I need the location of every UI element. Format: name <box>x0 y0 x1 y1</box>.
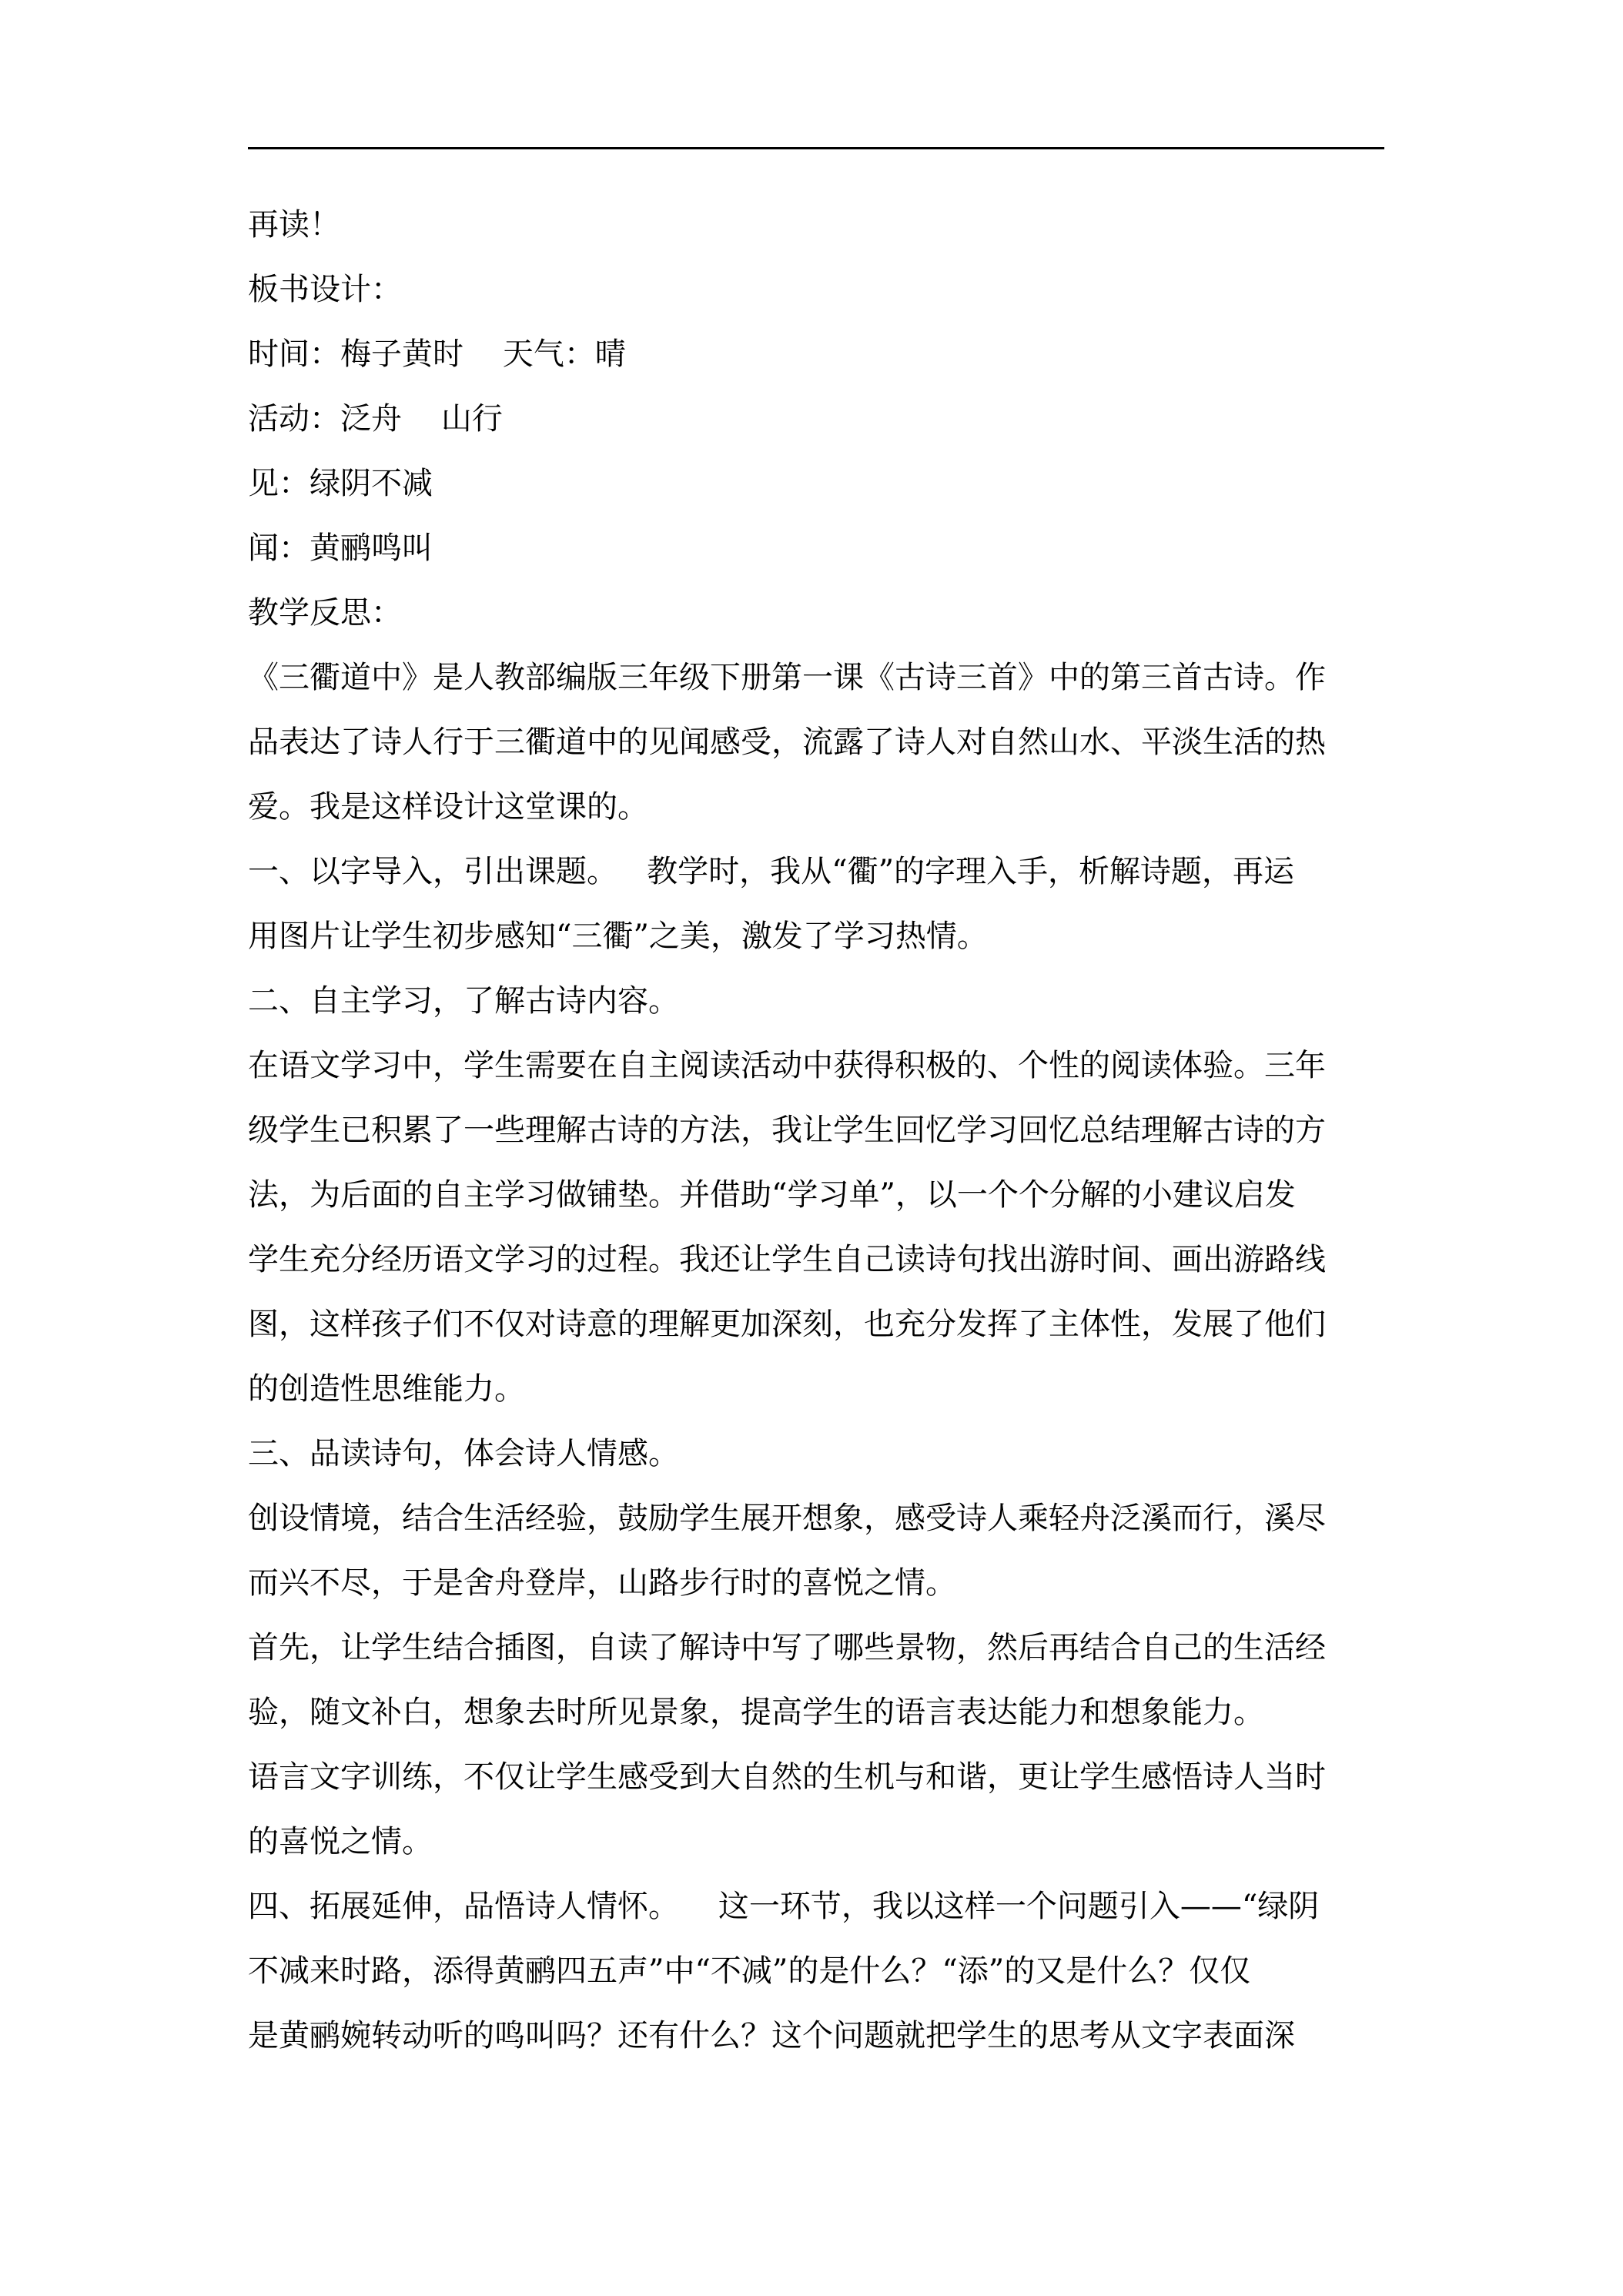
text-line: 品表达了诗人行于三衢道中的见闻感受，流露了诗人对自然山水、平淡生活的热 <box>248 725 1326 760</box>
text-line: 板书设计： <box>248 272 402 307</box>
text-line: 爱。我是这样设计这堂课的。 <box>248 789 648 825</box>
text-line: 的喜悦之情。 <box>248 1824 433 1859</box>
text-line: 学生充分经历语文学习的过程。我还让学生自己读诗句找出游时间、画出游路线 <box>248 1242 1326 1277</box>
text-line: 用图片让学生初步感知“三衢”之美，激发了学习热情。 <box>248 919 988 954</box>
header-rule <box>248 147 1384 149</box>
text-line: 教学反思： <box>248 595 402 631</box>
text-line: 再读！ <box>248 207 340 243</box>
text-line: 闻：黄鹂鸣叫 <box>248 530 433 566</box>
text-line: 见：绿阴不减 <box>248 466 433 501</box>
text-line: 验，随文补白，想象去时所见景象，提高学生的语言表达能力和想象能力。 <box>248 1695 1264 1730</box>
text-line: 不减来时路，添得黄鹂四五声”中“不减”的是什么？“添”的又是什么？仅仅 <box>248 1953 1251 1989</box>
text-line: 二、自主学习，了解古诗内容。 <box>248 983 679 1019</box>
text-line: 四、拓展延伸，品悟诗人情怀。 这一环节，我以这样一个问题引入——“绿阴 <box>248 1889 1320 1924</box>
text-line: 三、品读诗句，体会诗人情感。 <box>248 1436 679 1471</box>
text-line: 法，为后面的自主学习做铺垫。并借助“学习单”，以一个个分解的小建议启发 <box>248 1177 1296 1213</box>
text-line: 时间：梅子黄时 天气：晴 <box>248 336 626 372</box>
document-body <box>248 192 1387 2068</box>
text-line: 在语文学习中，学生需要在自主阅读活动中获得积极的、个性的阅读体验。三年 <box>248 1048 1326 1083</box>
text-line: 语言文字训练，不仅让学生感受到大自然的生机与和谐，更让学生感悟诗人当时 <box>248 1759 1326 1795</box>
text-line: 首先，让学生结合插图，自读了解诗中写了哪些景物，然后再结合自己的生活经 <box>248 1630 1326 1665</box>
text-line: 《三衢道中》是人教部编版三年级下册第一课《古诗三首》中的第三首古诗。作 <box>248 660 1326 695</box>
text-line: 一、以字导入，引出课题。 教学时，我从“衢”的字理入手，析解诗题，再运 <box>248 854 1295 889</box>
text-line: 图，这样孩子们不仅对诗意的理解更加深刻，也充分发挥了主体性，发展了他们 <box>248 1307 1326 1342</box>
text-line: 级学生已积累了一些理解古诗的方法，我让学生回忆学习回忆总结理解古诗的方 <box>248 1113 1326 1148</box>
text-line: 而兴不尽，于是舍舟登岸，山路步行时的喜悦之情。 <box>248 1565 956 1601</box>
text-line: 活动：泛舟 山行 <box>248 401 503 437</box>
text-line: 是黄鹂婉转动听的鸣叫吗？还有什么？这个问题就把学生的思考从文字表面深 <box>248 2018 1295 2053</box>
text-line: 创设情境，结合生活经验，鼓励学生展开想象，感受诗人乘轻舟泛溪而行，溪尽 <box>248 1501 1326 1536</box>
text-line: 的创造性思维能力。 <box>248 1371 525 1407</box>
